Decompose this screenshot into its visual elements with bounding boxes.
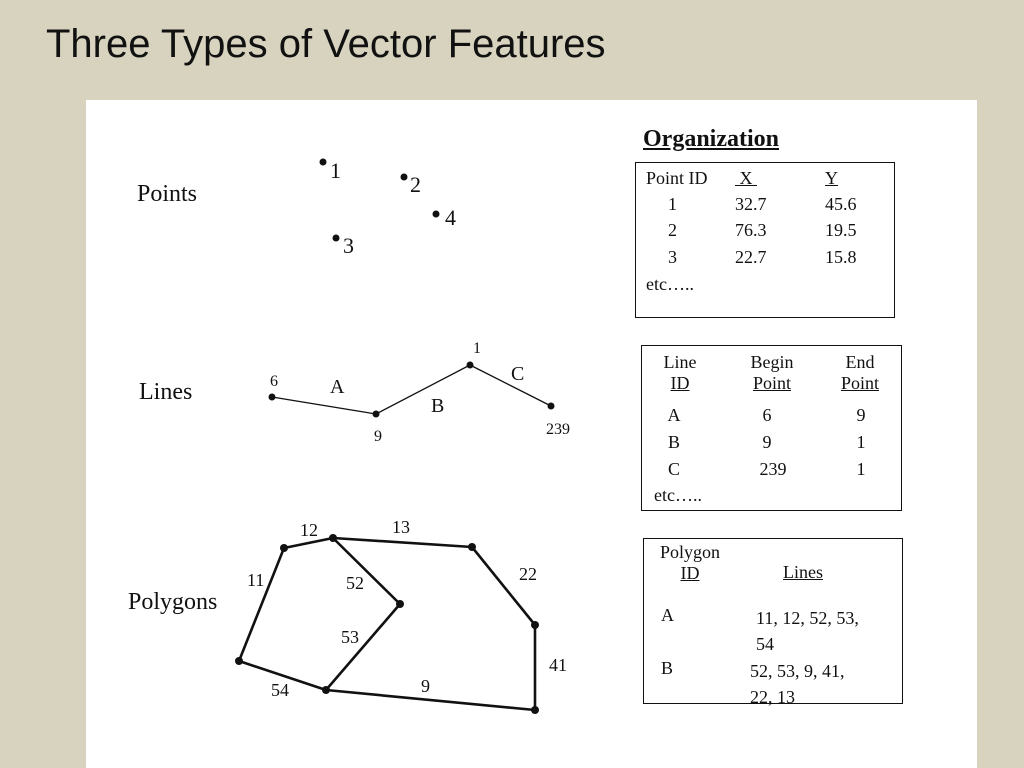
line-node-9: [373, 411, 380, 418]
lines-row-c-id: C: [667, 459, 680, 479]
polygons-table: [643, 538, 903, 707]
lines-table: [641, 345, 902, 511]
poly-label-9: 9: [421, 676, 430, 696]
point-label-4: 4: [445, 205, 456, 230]
poly-label-13: 13: [392, 517, 410, 537]
lines-header-end: End Point: [840, 352, 879, 393]
poly-line-22: [472, 547, 535, 625]
points-row-1-id: 1: [668, 194, 677, 214]
polygons-row-b-id: B: [661, 658, 674, 678]
lines-row-c-begin: 239: [759, 459, 787, 479]
poly-line-9: [326, 690, 535, 710]
lines-row-b-end: 1: [856, 432, 866, 452]
line-node-239: [548, 403, 555, 410]
lines-etc: etc…..: [654, 485, 702, 505]
point-dot-1: [320, 159, 327, 166]
polygons-header-lines: Lines: [783, 562, 823, 582]
poly-node: [280, 544, 288, 552]
points-row-3-id: 3: [668, 247, 677, 267]
line-label-b: B: [431, 395, 445, 417]
point-label-2: 2: [410, 172, 421, 197]
point-label-1: 1: [330, 158, 341, 183]
poly-label-52: 52: [346, 573, 364, 593]
point-dot-4: [433, 211, 440, 218]
points-row-1-x: 32.7: [735, 194, 767, 214]
point-dot-2: [401, 174, 408, 181]
lines-row-b-begin: 9: [762, 432, 772, 452]
lines-row-a-end: 9: [856, 405, 866, 425]
lines-row-a-begin: 6: [762, 405, 772, 425]
poly-label-54: 54: [271, 680, 289, 700]
lines-row-c-end: 1: [856, 459, 866, 479]
line-label-c: C: [511, 363, 525, 385]
line-node-label-1: 1: [473, 340, 481, 357]
points-header-y: Y: [825, 168, 838, 188]
points-row-2-id: 2: [668, 220, 677, 240]
lines-header-id: Line ID: [663, 352, 697, 393]
point-label-3: 3: [343, 233, 354, 258]
poly-label-53: 53: [341, 627, 359, 647]
points-row-3-y: 15.8: [825, 247, 857, 267]
lines-section-label: Lines: [139, 379, 193, 405]
line-node-label-6: 6: [270, 373, 278, 390]
poly-node: [531, 621, 539, 629]
polygons-header-id: Polygon ID: [659, 542, 720, 583]
line-node-6: [269, 394, 276, 401]
polygons-row-a-id: A: [661, 605, 674, 625]
points-row-3-x: 22.7: [735, 247, 767, 267]
poly-node: [468, 543, 476, 551]
points-row-2-x: 76.3: [735, 220, 767, 240]
line-node-1: [467, 362, 474, 369]
poly-label-22: 22: [519, 564, 537, 584]
poly-label-41: 41: [549, 655, 567, 675]
poly-node: [396, 600, 404, 608]
line-b: [376, 365, 470, 414]
poly-line-52: [333, 538, 400, 604]
points-etc: etc…..: [646, 274, 694, 294]
poly-node: [329, 534, 337, 542]
polygons-row-a-lines: 11, 12, 52, 53, 54: [756, 608, 859, 654]
line-label-a: A: [330, 376, 345, 398]
poly-node: [322, 686, 330, 694]
points-row-2-y: 19.5: [825, 220, 857, 240]
poly-line-11: [239, 548, 284, 661]
poly-line-13: [333, 538, 472, 547]
points-header-x: X: [739, 168, 753, 188]
line-a: [272, 397, 376, 414]
poly-label-12: 12: [300, 520, 318, 540]
poly-node: [531, 706, 539, 714]
slide-title: Three Types of Vector Features: [46, 22, 606, 66]
poly-label-11: 11: [247, 570, 265, 590]
poly-line-53: [326, 604, 400, 690]
polygons-row-b-lines: 52, 53, 9, 41, 22, 13: [750, 661, 845, 707]
points-header-id: Point ID: [646, 168, 708, 188]
points-table: [635, 162, 895, 318]
poly-node: [235, 657, 243, 665]
line-node-label-239: 239: [546, 421, 570, 438]
point-dot-3: [333, 235, 340, 242]
points-section-label: Points: [137, 181, 198, 207]
points-row-1-y: 45.6: [825, 194, 857, 214]
lines-header-begin: Begin Point: [750, 352, 794, 393]
lines-row-b-id: B: [667, 432, 680, 452]
points-diagram: [320, 158, 457, 258]
organization-heading: Organization: [643, 126, 779, 152]
line-node-label-9: 9: [374, 428, 382, 445]
lines-diagram: [272, 365, 551, 414]
lines-row-a-id: A: [667, 405, 681, 425]
polygons-section-label: Polygons: [128, 589, 218, 615]
